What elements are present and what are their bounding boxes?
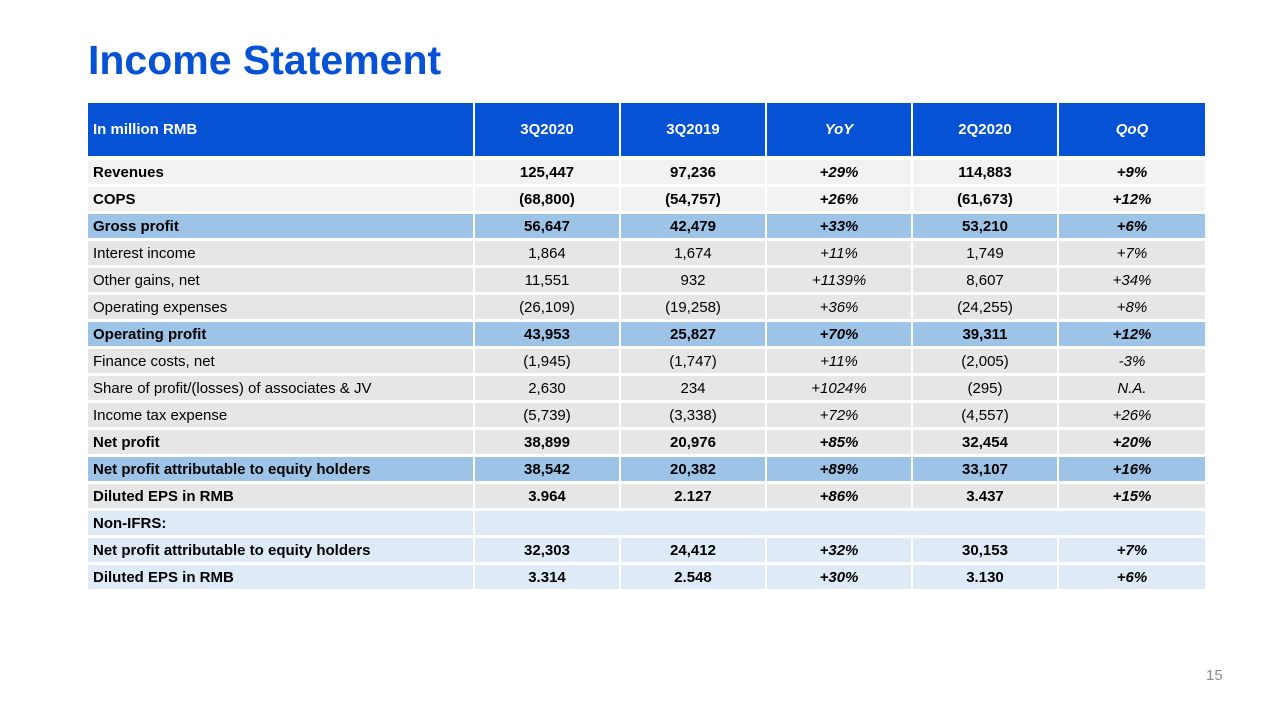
row-label: Non-IFRS: (88, 511, 475, 538)
table-row-cops (88, 187, 1205, 214)
table-row-net-profit (88, 430, 1205, 457)
value-cell: +85% (767, 430, 913, 457)
value-cell: 24,412 (621, 538, 767, 565)
value-cell: (295) (913, 376, 1059, 403)
value-cell: +36% (767, 295, 913, 322)
table-row-finance-costs-net (88, 349, 1205, 376)
value-cell: 2,630 (475, 376, 621, 403)
value-cell: (61,673) (913, 187, 1059, 214)
column-header-2q2020: 2Q2020 (913, 103, 1059, 160)
value-cell: 1,864 (475, 241, 621, 268)
row-label: Share of profit/(losses) of associates & JV (88, 376, 475, 403)
value-cell: 2.548 (621, 565, 767, 592)
value-cell: N.A. (1059, 376, 1205, 403)
row-label: Net profit attributable to equity holders (88, 457, 475, 484)
table-row-interest-income (88, 241, 1205, 268)
row-label: Other gains, net (88, 268, 475, 295)
value-cell: 97,236 (621, 160, 767, 187)
value-cell: (2,005) (913, 349, 1059, 376)
value-cell: +1139% (767, 268, 913, 295)
row-label: Gross profit (88, 214, 475, 241)
table-row-income-tax-expense (88, 403, 1205, 430)
value-cell: (54,757) (621, 187, 767, 214)
value-cell: +16% (1059, 457, 1205, 484)
value-cell: -3% (1059, 349, 1205, 376)
value-cell: +12% (1059, 322, 1205, 349)
column-header-in-million-rmb: In million RMB (88, 103, 475, 160)
value-cell: 33,107 (913, 457, 1059, 484)
table-row-operating-expenses (88, 295, 1205, 322)
row-label: Diluted EPS in RMB (88, 484, 475, 511)
table-row-net-profit-attributable-to-equity-holders (88, 457, 1205, 484)
value-cell: 25,827 (621, 322, 767, 349)
value-cell: +26% (1059, 403, 1205, 430)
row-label: Operating profit (88, 322, 475, 349)
value-cell: 8,607 (913, 268, 1059, 295)
value-cell: +6% (1059, 565, 1205, 592)
row-label: COPS (88, 187, 475, 214)
table-body (88, 160, 1205, 592)
value-cell: (19,258) (621, 295, 767, 322)
value-cell: +70% (767, 322, 913, 349)
value-cell: (24,255) (913, 295, 1059, 322)
table-row-share-of-profit-losses-of-associates-jv (88, 376, 1205, 403)
value-cell: 125,447 (475, 160, 621, 187)
merged-empty-cell (475, 511, 1205, 538)
value-cell: 114,883 (913, 160, 1059, 187)
value-cell: 32,454 (913, 430, 1059, 457)
value-cell: (1,747) (621, 349, 767, 376)
value-cell: 30,153 (913, 538, 1059, 565)
value-cell: +29% (767, 160, 913, 187)
value-cell: (1,945) (475, 349, 621, 376)
value-cell: +11% (767, 241, 913, 268)
table-row-non-ifrs (88, 511, 1205, 538)
table-row-gross-profit (88, 214, 1205, 241)
value-cell: +9% (1059, 160, 1205, 187)
value-cell: 32,303 (475, 538, 621, 565)
value-cell: 3.964 (475, 484, 621, 511)
table-row-diluted-eps-in-rmb (88, 484, 1205, 511)
value-cell: (5,739) (475, 403, 621, 430)
value-cell: +1024% (767, 376, 913, 403)
value-cell: 38,899 (475, 430, 621, 457)
value-cell: 3.437 (913, 484, 1059, 511)
row-label: Diluted EPS in RMB (88, 565, 475, 592)
value-cell: +7% (1059, 538, 1205, 565)
value-cell: 43,953 (475, 322, 621, 349)
value-cell: 1,674 (621, 241, 767, 268)
page-title: Income Statement (88, 37, 442, 83)
row-label: Net profit (88, 430, 475, 457)
value-cell: 932 (621, 268, 767, 295)
value-cell: (26,109) (475, 295, 621, 322)
value-cell: 38,542 (475, 457, 621, 484)
value-cell: 234 (621, 376, 767, 403)
value-cell: +89% (767, 457, 913, 484)
value-cell: +26% (767, 187, 913, 214)
value-cell: +12% (1059, 187, 1205, 214)
income-statement-table (88, 103, 1205, 592)
row-label: Finance costs, net (88, 349, 475, 376)
value-cell: +11% (767, 349, 913, 376)
table-row-net-profit-attributable-to-equity-holders (88, 538, 1205, 565)
value-cell: 53,210 (913, 214, 1059, 241)
table-header (88, 103, 1205, 160)
value-cell: 3.314 (475, 565, 621, 592)
value-cell: 1,749 (913, 241, 1059, 268)
row-label: Net profit attributable to equity holders (88, 538, 475, 565)
value-cell: +86% (767, 484, 913, 511)
table-row-diluted-eps-in-rmb (88, 565, 1205, 592)
value-cell: +72% (767, 403, 913, 430)
value-cell: +6% (1059, 214, 1205, 241)
table-row-operating-profit (88, 322, 1205, 349)
value-cell: (3,338) (621, 403, 767, 430)
value-cell: 20,976 (621, 430, 767, 457)
value-cell: 56,647 (475, 214, 621, 241)
value-cell: (4,557) (913, 403, 1059, 430)
value-cell: +7% (1059, 241, 1205, 268)
row-label: Income tax expense (88, 403, 475, 430)
column-header-yoy: YoY (767, 103, 913, 160)
column-header-3q2020: 3Q2020 (475, 103, 621, 160)
row-label: Interest income (88, 241, 475, 268)
value-cell: 3.130 (913, 565, 1059, 592)
value-cell: +15% (1059, 484, 1205, 511)
value-cell: 39,311 (913, 322, 1059, 349)
header-row (88, 103, 1205, 160)
column-header-3q2019: 3Q2019 (621, 103, 767, 160)
page-number: 15 (1206, 667, 1223, 684)
value-cell: 2.127 (621, 484, 767, 511)
table-row-other-gains-net (88, 268, 1205, 295)
value-cell: 11,551 (475, 268, 621, 295)
value-cell: +32% (767, 538, 913, 565)
value-cell: (68,800) (475, 187, 621, 214)
row-label: Revenues (88, 160, 475, 187)
row-label: Operating expenses (88, 295, 475, 322)
value-cell: 20,382 (621, 457, 767, 484)
value-cell: +20% (1059, 430, 1205, 457)
value-cell: +33% (767, 214, 913, 241)
value-cell: +34% (1059, 268, 1205, 295)
value-cell: +30% (767, 565, 913, 592)
table-row-revenues (88, 160, 1205, 187)
value-cell: +8% (1059, 295, 1205, 322)
column-header-qoq: QoQ (1059, 103, 1205, 160)
value-cell: 42,479 (621, 214, 767, 241)
